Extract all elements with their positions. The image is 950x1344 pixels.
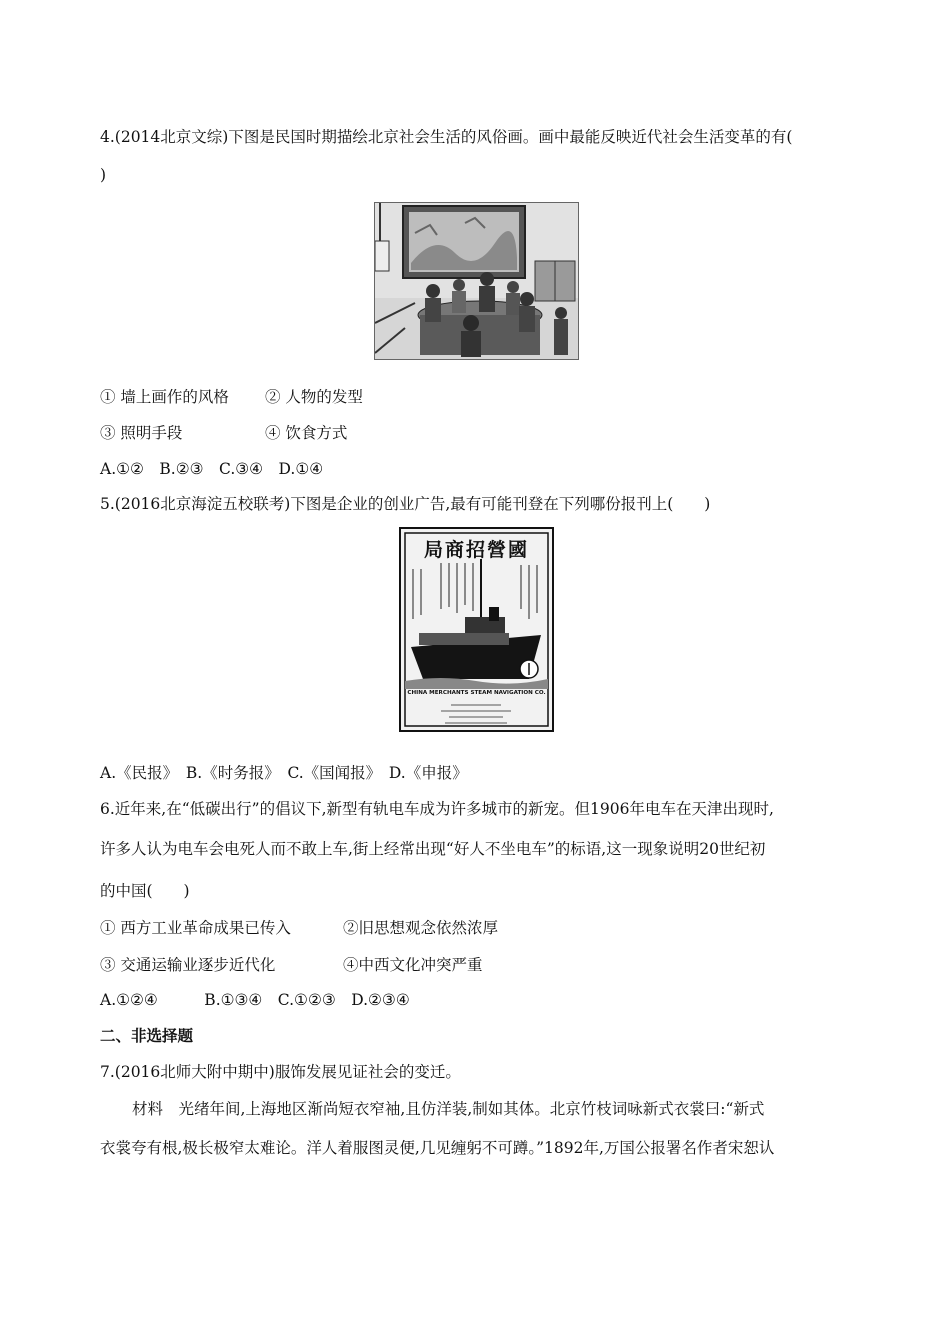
q4-option-4: ④ 饮食方式 <box>265 424 348 442</box>
q7-material-line2: 衣裳夸有根,极长极窄太难论。洋人着服图灵便,几见缠躬不可蹲。”1892年,万国公报署名作者宋恕认 <box>100 1139 775 1157</box>
q4-option-3: ③ 照明手段 <box>100 424 183 442</box>
section-heading: 二、非选择题 <box>100 1027 194 1045</box>
q6-option-2: ②旧思想观念依然浓厚 <box>343 919 499 937</box>
ad-title: 局商招營國 <box>423 539 529 561</box>
ship-advertisement-image <box>399 527 554 732</box>
q6-line2: 许多人认为电车会电死人而不敢上车,街上经常出现“好人不坐电车”的标语,这一现象说明20世纪初 <box>100 840 766 858</box>
q4-option-1: ① 墙上画作的风格 <box>100 388 229 406</box>
q7-stem: 7.(2016北师大附中期中)服饰发展见证社会的变迁。 <box>100 1063 461 1081</box>
q4-stem-line1: 4.(2014北京文综)下图是民国时期描绘北京社会生活的风俗画。画中最能反映近代社会生活变革的有( <box>100 128 793 146</box>
q6-option-3: ③ 交通运输业逐步近代化 <box>100 956 276 974</box>
q5-choices: A.《民报》 B.《时务报》 C.《国闻报》 D.《申报》 <box>100 764 468 782</box>
q6-option-1: ① 西方工业革命成果已传入 <box>100 919 291 937</box>
q6-line3: 的中国( ) <box>100 882 190 900</box>
folk-painting-image <box>374 202 579 360</box>
ad-caption: CHINA MERCHANTS STEAM NAVIGATION CO. <box>407 690 546 696</box>
q4-stem-line2: ) <box>100 166 107 184</box>
q4-choices: A.①② B.②③ C.③④ D.①④ <box>100 460 324 478</box>
q4-option-2: ② 人物的发型 <box>265 388 363 406</box>
q5-stem: 5.(2016北京海淀五校联考)下图是企业的创业广告,最有可能刊登在下列哪份报刊上( ) <box>100 495 711 513</box>
q6-option-4: ④中西文化冲突严重 <box>343 956 483 974</box>
q6-line1: 6.近年来,在“低碳出行”的倡议下,新型有轨电车成为许多城市的新宠。但1906年电车在天津出现时, <box>100 800 774 818</box>
q6-choices: A.①②④ B.①③④ C.①②③ D.②③④ <box>100 991 410 1009</box>
q7-material-line1: 材料 光绪年间,上海地区渐尚短衣窄袖,且仿洋装,制如其体。北京竹枝词咏新式衣裳曰:“新式 <box>132 1100 765 1118</box>
